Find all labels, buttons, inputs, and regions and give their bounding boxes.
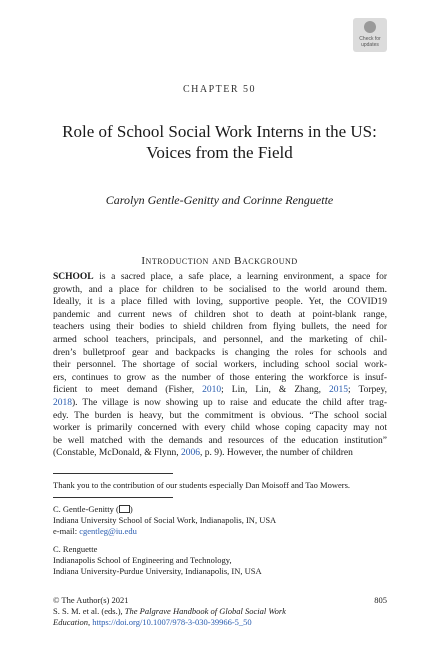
check-for-updates-badge[interactable] <box>353 18 387 52</box>
citation-year-link[interactable]: 2018 <box>53 397 72 408</box>
doi-link[interactable]: https://doi.org/10.1007/978-3-030-39966-5_50 <box>92 617 252 627</box>
envelope-icon <box>119 505 130 513</box>
body-text <box>53 271 387 460</box>
citation-year-link[interactable]: 2015 <box>328 385 348 396</box>
authors: Carolyn Gentle-Genitty and Corinne Renguette <box>105 193 334 207</box>
email-link[interactable]: cgentleg@iu.edu <box>79 526 137 536</box>
affiliation-divider <box>53 497 173 498</box>
body-line: worker is primarily concerned with every child whose coping capacity may not <box>53 423 387 434</box>
footnote-divider <box>53 473 173 474</box>
body-line: armed school teachers, principals, and personnel, and the marketing of chil- <box>53 334 387 345</box>
check-updates-icon <box>364 21 376 33</box>
copyright-footer: © The Author(s) 2021 S. S. M. et al. (eds.), The Palgrave Handbook of Global Social Work Education, https://doi.org/10.1007/978-3-030-39966-5_50 <box>53 595 286 627</box>
body-line: ers, continues to grow as the number of those entering the workforce is insuf- <box>53 372 387 383</box>
body-line: (Constable, McDonald, & Flynn, 2006, p. 9). However, the number of children <box>53 448 353 459</box>
body-line: pandemic and current news of children shot to death at point-blank range, <box>53 309 387 320</box>
chapter-title: Role of School Social Work Interns in the US: Voices from the Field <box>62 122 377 162</box>
body-line: SCHOOL is a sacred place, a safe place, a learning environment, a space for <box>53 272 387 282</box>
body-line: be well matched with the demands and resources of the education institution” <box>53 435 387 446</box>
body-line: dren’s bulletproof gear and backpacks is changing the roles for schools and <box>53 347 387 358</box>
footnote: Thank you to the contribution of our students especially Dan Moisoff and Tao Mowers. <box>53 480 351 490</box>
affiliation-1: C. Gentle-Genitty ( ) Indiana University School of Social Work, Indianapolis, IN, USA e-mail: cgentleg@iu.edu <box>53 504 277 536</box>
citation-year-link[interactable]: 2010 <box>202 385 222 396</box>
body-line: edy. The burden is heavy, but the commitment is obvious. “The school social <box>53 410 387 421</box>
affiliation-2: C. Renguette Indianapolis School of Engineering and Technology, Indiana University-Purdue University, Indianapolis, IN, USA <box>53 544 262 576</box>
body-line: ficient to meet demand (Fisher, 2010; Lin, Lin, & Zhang, 2015; Torpey, <box>53 385 387 396</box>
section-heading: Introduction and Background <box>141 255 298 267</box>
citation-year-link[interactable]: 2006 <box>180 448 200 459</box>
body-line: their personnel. The shortage of social workers, including school social work- <box>53 360 387 371</box>
body-line: 2018). The village is now showing up to raise and educate the child after trag- <box>53 397 387 408</box>
body-line: teachers using their bodies to shield children from flying bullets, the need for <box>53 322 387 333</box>
body-line: growth, and a place for children to be socialised to the world around them. <box>53 284 387 295</box>
chapter-label: CHAPTER 50 <box>182 84 257 95</box>
page-number: 805 <box>374 595 387 605</box>
badge-label: Check for updates <box>359 36 381 48</box>
body-line: Ideally, it is a place filled with loving, supportive people. Yet, the COVID19 <box>53 297 387 308</box>
